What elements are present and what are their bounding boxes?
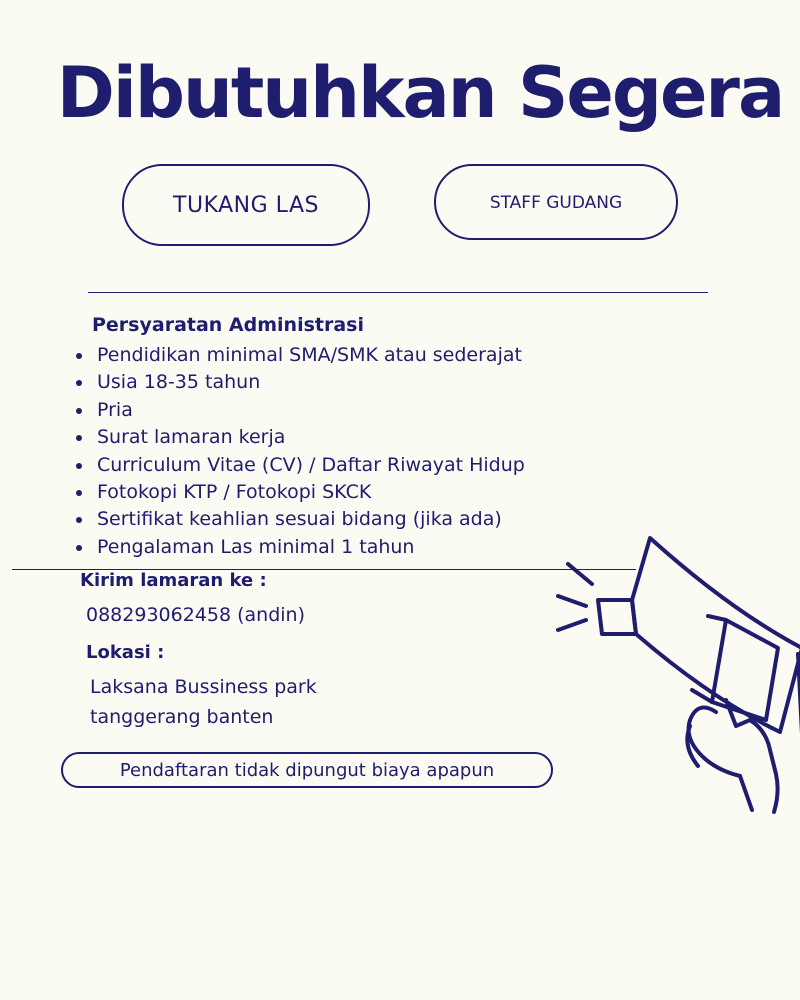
requirement-text: Fotokopi KTP / Fotokopi SKCK: [97, 480, 372, 503]
list-item: [76, 424, 525, 451]
list-item: [76, 534, 525, 561]
bullet-icon: [76, 517, 82, 523]
contact-phone: 088293062458 (andin): [86, 604, 305, 626]
list-item: [76, 479, 525, 506]
position-label: STAFF GUDANG: [489, 193, 623, 213]
notice-text: Pendaftaran tidak dipungut biaya apapun: [119, 759, 495, 781]
location-line-1: Laksana Bussiness park: [90, 676, 317, 698]
position-label: TUKANG LAS: [173, 192, 319, 218]
divider-top: [88, 292, 708, 293]
bullet-icon: [76, 353, 82, 359]
requirement-text: Pria: [97, 398, 133, 421]
list-item: [76, 397, 525, 424]
requirements-list: [76, 342, 525, 561]
list-item: [76, 342, 525, 369]
location-label: Lokasi :: [86, 642, 165, 663]
requirement-text: Pengalaman Las minimal 1 tahun: [97, 535, 415, 558]
requirement-text: Sertifikat keahlian sesuai bidang (jika ada): [97, 508, 502, 531]
position-staff-gudang: [434, 164, 678, 240]
list-item: [76, 506, 525, 533]
requirements-heading: Persyaratan Administrasi: [92, 314, 364, 336]
requirement-text: Curriculum Vitae (CV) / Daftar Riwayat Hidup: [97, 453, 525, 476]
list-item: [76, 452, 525, 479]
requirement-text: Surat lamaran kerja: [97, 426, 286, 449]
requirement-text: Usia 18-35 tahun: [97, 371, 261, 394]
location-line-2: tanggerang banten: [90, 706, 274, 728]
contact-label: Kirim lamaran ke :: [80, 570, 267, 591]
requirement-text: Pendidikan minimal SMA/SMK atau sederajat: [97, 344, 522, 366]
bullet-icon: [76, 435, 82, 441]
free-registration-notice: [61, 752, 553, 788]
position-tukang-las: [122, 164, 370, 246]
bullet-icon: [76, 380, 82, 386]
list-item: [76, 369, 525, 396]
bullet-icon: [76, 490, 82, 496]
bullet-icon: [76, 463, 82, 469]
bullet-icon: [76, 408, 82, 414]
page-title: Dibutuhkan Segera: [56, 52, 784, 134]
bullet-icon: [76, 545, 82, 551]
megaphone-icon: [540, 530, 800, 820]
